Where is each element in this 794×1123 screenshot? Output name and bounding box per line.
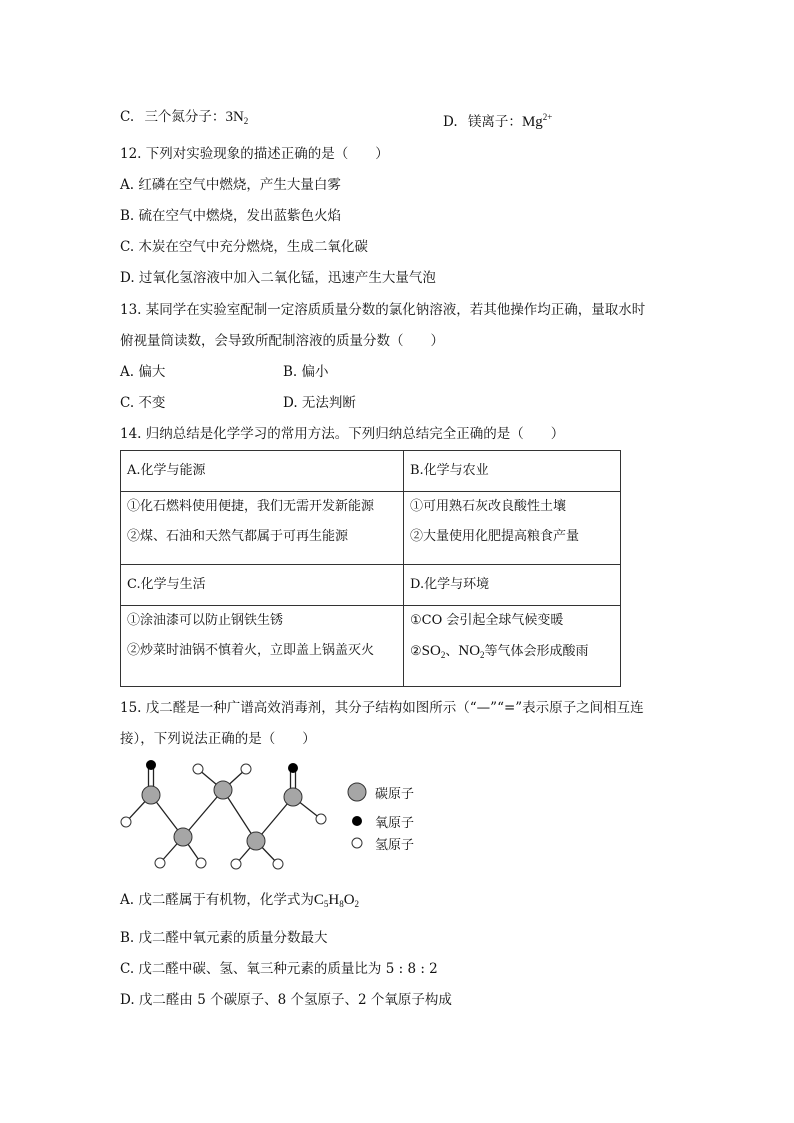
q12-option-b: B. 硫在空气中燃烧，发出蓝紫色火焰 bbox=[120, 208, 342, 224]
formula-no2: $NO_2$ bbox=[458, 643, 485, 660]
q11-option-c bbox=[120, 107, 248, 131]
legend-carbon-label: 碳原子 bbox=[375, 787, 415, 802]
q15-option-a: A. 戊二醛属于有机物，化学式为$C_5H_8O_2$ bbox=[120, 892, 360, 909]
cell-a-item-1: ①化石燃料使用便捷，我们无需开发新能源 bbox=[127, 499, 375, 514]
formula-mg2plus: $Mg^{2+}$ bbox=[521, 112, 553, 130]
carbon-legend-icon bbox=[348, 783, 366, 801]
q12-option-d: D. 过氧化氢溶液中加入二氧化锰，迅速产生大量气泡 bbox=[120, 270, 436, 286]
glutaraldehyde-molecule-diagram bbox=[110, 758, 340, 876]
cell-c-item-2: ②炒菜时油锅不慎着火，立即盖上锅盖灭火 bbox=[127, 643, 375, 658]
q15-option-b: B. 戊二醛中氧元素的质量分数最大 bbox=[120, 930, 328, 946]
oxygen-legend-icon bbox=[352, 816, 362, 826]
q12-stem: 12. 下列对实验现象的描述正确的是（ ） bbox=[120, 146, 389, 162]
cell-d-body bbox=[404, 606, 621, 687]
q12-option-c: C. 木炭在空气中充分燃烧，生成二氧化碳 bbox=[120, 239, 368, 255]
cell-d-head: D.化学与环境 bbox=[404, 565, 621, 606]
cell-b-item-1: ①可用熟石灰改良酸性土壤 bbox=[410, 499, 567, 514]
cell-b-item-2: ②大量使用化肥提高粮食产量 bbox=[410, 529, 580, 544]
cell-b-head: B.化学与农业 bbox=[404, 451, 621, 492]
cell-d-item-1: ①CO 会引起全球气候变暖 bbox=[410, 613, 564, 628]
cell-b-body bbox=[404, 492, 621, 565]
cell-d-item-2: $②SO_2$、$NO_2$等气体会形成酸雨 bbox=[410, 643, 589, 660]
q13-stem-line2: 俯视量筒读数，会导致所配制溶液的质量分数（ ） bbox=[120, 333, 444, 349]
q15-option-c: C. 戊二醛中碳、氢、氧三种元素的质量比为 5 : 8 : 2 bbox=[120, 961, 438, 977]
q13-option-c: C. 不变 bbox=[120, 395, 166, 411]
cell-a-head: A.化学与能源 bbox=[121, 451, 404, 492]
q12-option-a: A. 红磷在空气中燃烧，产生大量白雾 bbox=[120, 177, 341, 193]
option-label: C. bbox=[120, 109, 135, 125]
legend-hydrogen-label: 氢原子 bbox=[375, 838, 415, 853]
formula-so2: $SO_2$ bbox=[421, 643, 446, 660]
legend-symbols bbox=[345, 780, 369, 860]
hydrogen-legend-icon bbox=[352, 838, 362, 848]
q13-option-d: D. 无法判断 bbox=[283, 395, 356, 411]
q11-option-d bbox=[443, 107, 552, 132]
oxygen-atoms bbox=[146, 760, 298, 773]
legend-oxygen-label: 氧原子 bbox=[375, 816, 415, 831]
q13-option-b: B. 偏小 bbox=[283, 364, 329, 380]
q13-stem-line1: 13. 某同学在实验室配制一定溶质质量分数的氯化钠溶液，若其他操作均正确，量取水时 bbox=[120, 302, 646, 318]
cell-c-body bbox=[121, 606, 404, 687]
q15-stem-line2: 接），下列说法正确的是（ ） bbox=[120, 731, 316, 747]
formula-3n2: $3N_2$ bbox=[225, 109, 249, 126]
formula-c5h8o2: $C_5H_8O_2$ bbox=[313, 892, 360, 909]
cell-c-head: C.化学与生活 bbox=[121, 565, 404, 606]
q15-stem-line1: 15. 戊二醛是一种广谱高效消毒剂，其分子结构如图所示（“—”“=”表示原子之间相互连 bbox=[120, 700, 644, 716]
q14-stem: 14. 归纳总结是化学学习的常用方法。下列归纳总结完全正确的是（ ） bbox=[120, 426, 565, 442]
cell-a-item-2: ②煤、石油和天然气都属于可再生能源 bbox=[127, 529, 349, 544]
option-text: 三个氮分子： bbox=[144, 109, 226, 125]
cell-c-item-1: ①涂油漆可以防止钢铁生锈 bbox=[127, 613, 284, 628]
q14-summary-table bbox=[120, 450, 621, 687]
cell-a-body bbox=[121, 492, 404, 565]
option-text: 镁离子： bbox=[467, 114, 522, 130]
option-label: D. bbox=[443, 114, 458, 130]
q15-option-d: D. 戊二醛由 5 个碳原子、8 个氢原子、2 个氧原子构成 bbox=[120, 992, 452, 1008]
q13-option-a: A. 偏大 bbox=[120, 364, 166, 380]
